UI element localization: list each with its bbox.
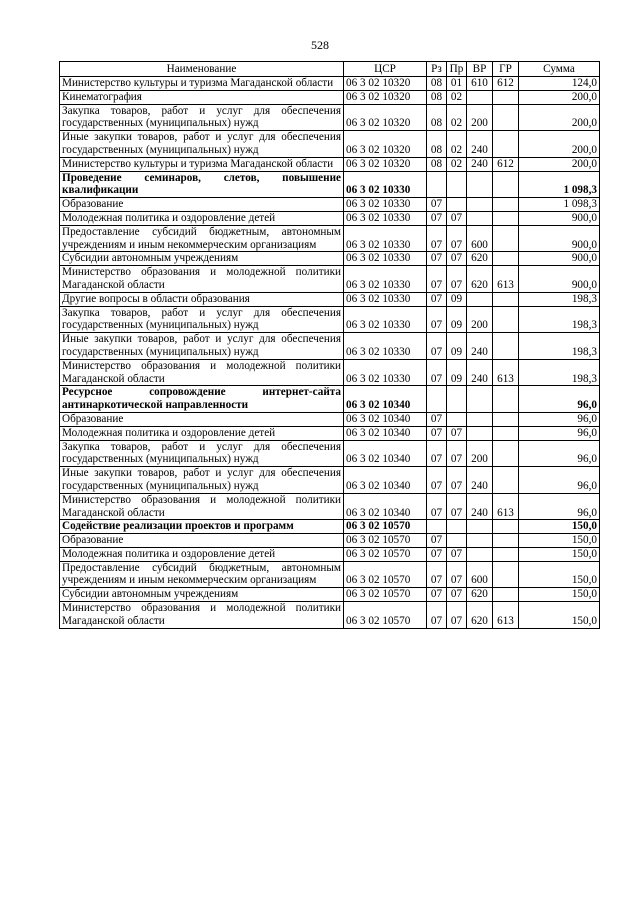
cell-sum: 900,0 <box>519 252 600 266</box>
table-row <box>60 252 600 266</box>
cell-name: Министерство образования и молодежной политики Магаданской области <box>60 493 344 520</box>
cell-vr: 240 <box>467 157 493 171</box>
cell-csr: 06 3 02 10340 <box>344 426 427 440</box>
cell-gr <box>493 225 519 252</box>
cell-vr: 620 <box>467 252 493 266</box>
cell-sum: 96,0 <box>519 426 600 440</box>
cell-csr: 06 3 02 10330 <box>344 359 427 386</box>
table-row <box>60 426 600 440</box>
cell-vr: 200 <box>467 306 493 333</box>
cell-vr <box>467 90 493 104</box>
cell-name: Образование <box>60 198 344 212</box>
cell-sum: 96,0 <box>519 440 600 467</box>
cell-pr: 09 <box>447 359 467 386</box>
cell-name: Министерство образования и молодежной политики Магаданской области <box>60 266 344 293</box>
cell-rz: 08 <box>427 104 447 131</box>
cell-vr <box>467 534 493 548</box>
cell-rz: 07 <box>427 534 447 548</box>
cell-gr <box>493 198 519 212</box>
cell-vr: 240 <box>467 131 493 158</box>
cell-vr <box>467 426 493 440</box>
cell-name: Закупка товаров, работ и услуг для обеспечения государственных (муниципальных) нужд <box>60 104 344 131</box>
table-row <box>60 225 600 252</box>
cell-name: Ресурсное сопровождение интернет-сайта антинаркотической направленности <box>60 386 344 413</box>
cell-gr <box>493 90 519 104</box>
cell-name: Кинематография <box>60 90 344 104</box>
cell-sum: 198,3 <box>519 359 600 386</box>
cell-pr: 07 <box>447 467 467 494</box>
cell-vr <box>467 386 493 413</box>
cell-vr: 240 <box>467 333 493 360</box>
cell-pr: 02 <box>447 157 467 171</box>
cell-name: Иные закупки товаров, работ и услуг для обеспечения государственных (муниципальных) нужд <box>60 131 344 158</box>
cell-rz: 07 <box>427 292 447 306</box>
header-rz: Рз <box>427 62 447 77</box>
cell-csr: 06 3 02 10340 <box>344 493 427 520</box>
cell-pr: 07 <box>447 266 467 293</box>
table-header-row <box>60 62 600 77</box>
cell-vr <box>467 198 493 212</box>
cell-name: Другие вопросы в области образования <box>60 292 344 306</box>
cell-name: Министерство культуры и туризма Магаданской области <box>60 157 344 171</box>
cell-pr <box>447 412 467 426</box>
cell-vr <box>467 292 493 306</box>
cell-csr: 06 3 02 10330 <box>344 211 427 225</box>
cell-sum: 96,0 <box>519 412 600 426</box>
header-sum: Сумма <box>519 62 600 77</box>
cell-gr <box>493 333 519 360</box>
cell-sum: 150,0 <box>519 602 600 629</box>
cell-rz: 07 <box>427 198 447 212</box>
cell-pr <box>447 198 467 212</box>
cell-rz: 07 <box>427 211 447 225</box>
table-row-section <box>60 171 600 198</box>
cell-gr: 613 <box>493 266 519 293</box>
cell-sum: 198,3 <box>519 292 600 306</box>
cell-sum: 96,0 <box>519 493 600 520</box>
cell-name: Иные закупки товаров, работ и услуг для обеспечения государственных (муниципальных) нужд <box>60 333 344 360</box>
cell-rz: 07 <box>427 602 447 629</box>
cell-csr: 06 3 02 10330 <box>344 292 427 306</box>
cell-csr: 06 3 02 10330 <box>344 333 427 360</box>
cell-gr: 613 <box>493 359 519 386</box>
cell-rz: 07 <box>427 359 447 386</box>
cell-gr: 612 <box>493 157 519 171</box>
table-row <box>60 588 600 602</box>
cell-gr <box>493 561 519 588</box>
cell-pr: 07 <box>447 588 467 602</box>
cell-sum: 150,0 <box>519 534 600 548</box>
cell-sum: 150,0 <box>519 520 600 534</box>
table-row <box>60 90 600 104</box>
cell-vr <box>467 171 493 198</box>
cell-sum: 200,0 <box>519 131 600 158</box>
table-row <box>60 306 600 333</box>
cell-sum: 198,3 <box>519 333 600 360</box>
cell-vr: 240 <box>467 359 493 386</box>
cell-rz: 07 <box>427 306 447 333</box>
cell-pr: 07 <box>447 440 467 467</box>
cell-name: Содействие реализации проектов и программ <box>60 520 344 534</box>
cell-csr: 06 3 02 10570 <box>344 561 427 588</box>
cell-rz: 07 <box>427 493 447 520</box>
cell-sum: 900,0 <box>519 211 600 225</box>
cell-name: Министерство культуры и туризма Магаданской области <box>60 77 344 91</box>
page-number: 528 <box>311 38 329 52</box>
cell-csr: 06 3 02 10330 <box>344 225 427 252</box>
cell-rz: 08 <box>427 157 447 171</box>
header-csr: ЦСР <box>344 62 427 77</box>
cell-vr: 200 <box>467 104 493 131</box>
cell-vr: 240 <box>467 493 493 520</box>
cell-gr <box>493 104 519 131</box>
cell-pr: 07 <box>447 225 467 252</box>
cell-vr <box>467 520 493 534</box>
cell-name: Субсидии автономным учреждениям <box>60 252 344 266</box>
cell-sum: 150,0 <box>519 561 600 588</box>
cell-gr <box>493 131 519 158</box>
cell-csr: 06 3 02 10320 <box>344 77 427 91</box>
cell-pr <box>447 171 467 198</box>
table-row <box>60 493 600 520</box>
cell-gr <box>493 292 519 306</box>
cell-sum: 900,0 <box>519 266 600 293</box>
budget-table <box>59 61 600 629</box>
cell-name: Иные закупки товаров, работ и услуг для обеспечения государственных (муниципальных) нужд <box>60 467 344 494</box>
table-row <box>60 561 600 588</box>
cell-sum: 150,0 <box>519 588 600 602</box>
cell-name: Закупка товаров, работ и услуг для обеспечения государственных (муниципальных) нужд <box>60 440 344 467</box>
cell-rz <box>427 520 447 534</box>
cell-gr <box>493 467 519 494</box>
cell-name: Предоставление субсидий бюджетным, автономным учреждениям и иным некоммерческим организациям <box>60 561 344 588</box>
table-row <box>60 359 600 386</box>
table-row <box>60 534 600 548</box>
table-row <box>60 547 600 561</box>
cell-pr: 01 <box>447 77 467 91</box>
cell-csr: 06 3 02 10330 <box>344 198 427 212</box>
table-row-section <box>60 520 600 534</box>
cell-csr: 06 3 02 10570 <box>344 588 427 602</box>
table-row <box>60 211 600 225</box>
cell-name: Министерство образования и молодежной политики Магаданской области <box>60 602 344 629</box>
cell-csr: 06 3 02 10320 <box>344 131 427 158</box>
cell-pr <box>447 520 467 534</box>
cell-vr: 620 <box>467 588 493 602</box>
cell-rz: 07 <box>427 426 447 440</box>
cell-rz: 07 <box>427 467 447 494</box>
cell-csr: 06 3 02 10570 <box>344 547 427 561</box>
cell-pr: 09 <box>447 306 467 333</box>
cell-sum: 96,0 <box>519 386 600 413</box>
cell-sum: 124,0 <box>519 77 600 91</box>
cell-vr: 600 <box>467 225 493 252</box>
cell-vr <box>467 547 493 561</box>
cell-rz: 07 <box>427 588 447 602</box>
cell-csr: 06 3 02 10340 <box>344 386 427 413</box>
cell-pr: 02 <box>447 90 467 104</box>
cell-rz: 07 <box>427 225 447 252</box>
cell-csr: 06 3 02 10570 <box>344 534 427 548</box>
cell-csr: 06 3 02 10330 <box>344 252 427 266</box>
cell-pr: 02 <box>447 104 467 131</box>
table-row <box>60 467 600 494</box>
cell-csr: 06 3 02 10320 <box>344 157 427 171</box>
cell-pr: 02 <box>447 131 467 158</box>
cell-gr: 613 <box>493 602 519 629</box>
cell-vr: 620 <box>467 602 493 629</box>
table-row <box>60 412 600 426</box>
cell-name: Молодежная политика и оздоровление детей <box>60 547 344 561</box>
cell-sum: 96,0 <box>519 467 600 494</box>
cell-rz: 07 <box>427 547 447 561</box>
cell-pr: 07 <box>447 602 467 629</box>
cell-gr <box>493 386 519 413</box>
cell-name: Молодежная политика и оздоровление детей <box>60 426 344 440</box>
cell-gr <box>493 252 519 266</box>
cell-gr <box>493 426 519 440</box>
cell-gr <box>493 412 519 426</box>
cell-pr <box>447 534 467 548</box>
cell-rz <box>427 386 447 413</box>
cell-csr: 06 3 02 10320 <box>344 104 427 131</box>
cell-vr: 240 <box>467 467 493 494</box>
header-pr: Пр <box>447 62 467 77</box>
cell-vr: 600 <box>467 561 493 588</box>
table-row <box>60 198 600 212</box>
cell-gr: 612 <box>493 77 519 91</box>
cell-name: Министерство образования и молодежной политики Магаданской области <box>60 359 344 386</box>
cell-rz: 07 <box>427 333 447 360</box>
cell-sum: 900,0 <box>519 225 600 252</box>
cell-rz: 07 <box>427 412 447 426</box>
cell-vr: 620 <box>467 266 493 293</box>
cell-sum: 200,0 <box>519 90 600 104</box>
cell-sum: 200,0 <box>519 157 600 171</box>
cell-sum: 1 098,3 <box>519 171 600 198</box>
cell-csr: 06 3 02 10320 <box>344 90 427 104</box>
cell-vr <box>467 211 493 225</box>
header-name: Наименование <box>60 62 344 77</box>
cell-rz: 07 <box>427 561 447 588</box>
table-row <box>60 292 600 306</box>
cell-pr: 07 <box>447 252 467 266</box>
cell-name: Предоставление субсидий бюджетным, автономным учреждениям и иным некоммерческим организациям <box>60 225 344 252</box>
cell-pr: 07 <box>447 561 467 588</box>
cell-rz <box>427 171 447 198</box>
cell-sum: 1 098,3 <box>519 198 600 212</box>
cell-name: Проведение семинаров, слетов, повышение квалификации <box>60 171 344 198</box>
cell-pr: 07 <box>447 211 467 225</box>
table-row <box>60 131 600 158</box>
cell-gr <box>493 547 519 561</box>
cell-sum: 200,0 <box>519 104 600 131</box>
table-row <box>60 602 600 629</box>
cell-sum: 150,0 <box>519 547 600 561</box>
cell-name: Субсидии автономным учреждениям <box>60 588 344 602</box>
cell-pr: 09 <box>447 292 467 306</box>
cell-csr: 06 3 02 10330 <box>344 266 427 293</box>
table-row <box>60 266 600 293</box>
cell-gr <box>493 306 519 333</box>
cell-csr: 06 3 02 10330 <box>344 171 427 198</box>
header-gr: ГР <box>493 62 519 77</box>
cell-csr: 06 3 02 10330 <box>344 306 427 333</box>
cell-name: Образование <box>60 534 344 548</box>
table-row-section <box>60 386 600 413</box>
cell-gr <box>493 440 519 467</box>
cell-pr <box>447 386 467 413</box>
cell-vr: 200 <box>467 440 493 467</box>
cell-gr <box>493 588 519 602</box>
cell-rz: 08 <box>427 131 447 158</box>
cell-rz: 07 <box>427 266 447 293</box>
cell-csr: 06 3 02 10570 <box>344 602 427 629</box>
table-body <box>60 77 600 629</box>
cell-name: Образование <box>60 412 344 426</box>
cell-pr: 09 <box>447 333 467 360</box>
table-row <box>60 77 600 91</box>
cell-name: Закупка товаров, работ и услуг для обеспечения государственных (муниципальных) нужд <box>60 306 344 333</box>
table-row <box>60 157 600 171</box>
cell-rz: 08 <box>427 90 447 104</box>
cell-rz: 07 <box>427 252 447 266</box>
cell-pr: 07 <box>447 426 467 440</box>
header-vr: ВР <box>467 62 493 77</box>
cell-csr: 06 3 02 10570 <box>344 520 427 534</box>
cell-gr <box>493 211 519 225</box>
table-row <box>60 440 600 467</box>
cell-gr <box>493 171 519 198</box>
cell-pr: 07 <box>447 493 467 520</box>
table-row <box>60 104 600 131</box>
cell-vr: 610 <box>467 77 493 91</box>
cell-gr <box>493 520 519 534</box>
cell-gr: 613 <box>493 493 519 520</box>
cell-csr: 06 3 02 10340 <box>344 467 427 494</box>
cell-sum: 198,3 <box>519 306 600 333</box>
table-row <box>60 333 600 360</box>
cell-rz: 07 <box>427 440 447 467</box>
cell-gr <box>493 534 519 548</box>
cell-pr: 07 <box>447 547 467 561</box>
cell-csr: 06 3 02 10340 <box>344 440 427 467</box>
cell-rz: 08 <box>427 77 447 91</box>
cell-vr <box>467 412 493 426</box>
cell-csr: 06 3 02 10340 <box>344 412 427 426</box>
cell-name: Молодежная политика и оздоровление детей <box>60 211 344 225</box>
